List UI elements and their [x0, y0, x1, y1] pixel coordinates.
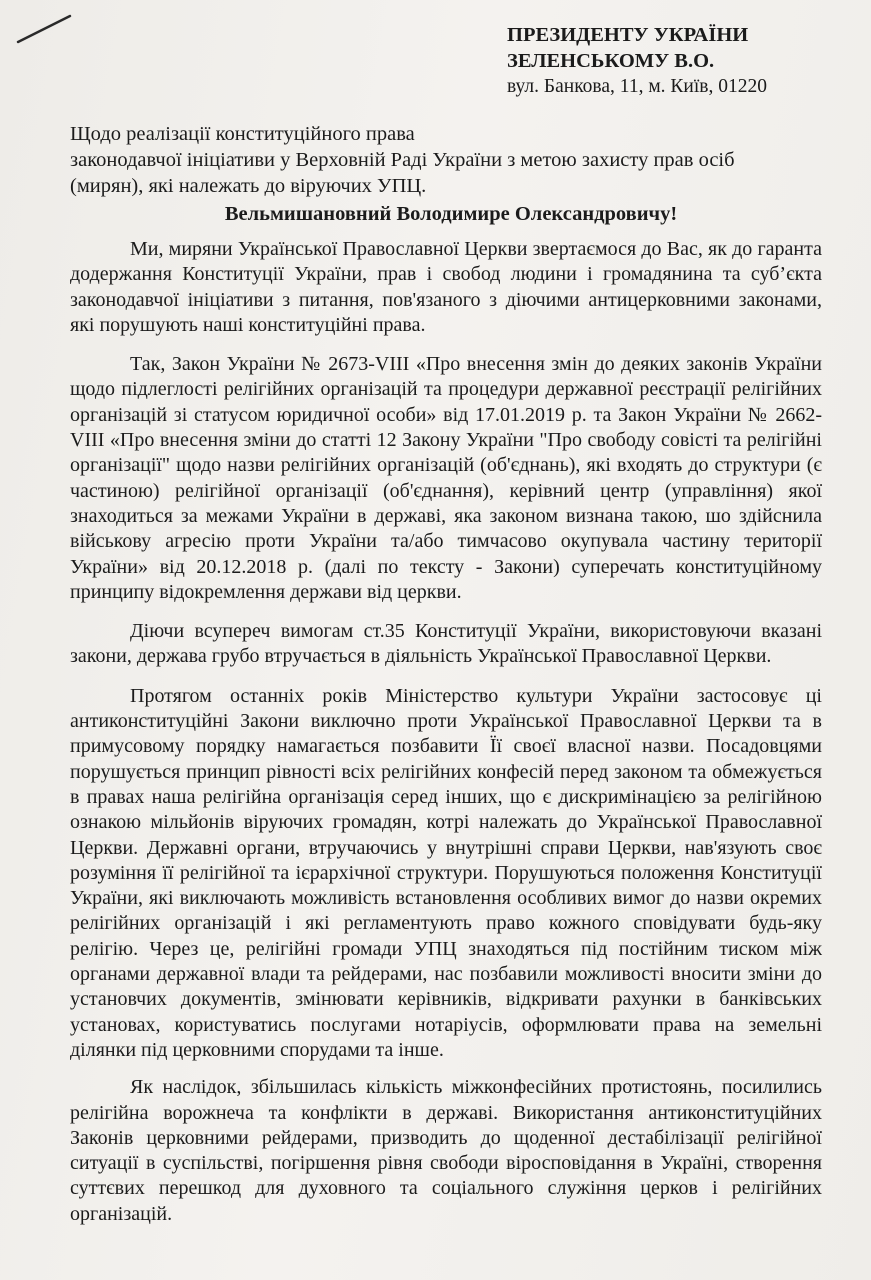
- addressee-block: [507, 22, 847, 100]
- paragraph-ministry: Протягом останніх років Міністерство культури України застосовує ці антиконституційні Закони виключно проти Української Православної Церкви та в примусовому порядку намагається позбавити Її своєї власної назви. Посадовцями порушується принцип рівності всіх релігійних конфесій перед законом та обмежується в правах наша релігійна організація серед інших, що є дискримінацією за релігійною ознакою мільйонів віруючих громадян, котрі належать до Української Православної Церкви. Державні органи, втручаючись у внутрішні справи Церкви, нав'язують своє розуміння її релігійної та ієрархічної структури. Порушуються положення Конституції України, які виключають можливість встановлення особливих вимог до назви окремих релігійних організацій і які регламентують право кожного сповідувати будь-яку релігію. Через це, релігійні громади УПЦ знаходяться під постійним тиском між органами державної влади та рейдерами, нас позбавили можливості вносити зміни до установчих документів, змінювати керівників, відкривати рахунки в банківських установах, користуватись послугами нотаріусів, оформлювати права на земельні ділянки під церковними спорудами та інше.: [70, 684, 822, 1061]
- paragraph-appeal: Ми, миряни Української Православної Церкви звертаємося до Вас, як до гаранта додержання Конституції України, прав і свобод людини і громадянина та суб’єкта законодавчої ініціативи з питання, пов'язаного з діючими антицерковними законами, які порушують наші конституційні права.: [70, 238, 822, 336]
- subject-block: [70, 121, 830, 199]
- salutation: Вельмишановний Володимире Олександровичу!: [224, 203, 678, 225]
- paragraph-article-35: Діючи всупереч вимогам ст.35 Конституції України, використовуючи вказані закони, держава грубо втручається в діяльність Української Православної Церкви.: [70, 620, 822, 668]
- paragraph-consequences: Як наслідок, збільшилась кількість міжконфесійних протистоянь, посилились релігійна ворожнеча та конфлікти в державі. Використання антиконституційних Законів церковними рейдерами, призводить до щоденної дестабілізації релігійної ситуації в суспільстві, погіршення рівня свободи віросповідання в Україні, створення суттєвих перешкод для духовного та соціального служіння церков і релігійних організацій.: [70, 1076, 822, 1225]
- addressee-title: ПРЕЗИДЕНТУ УКРАЇНИ: [507, 24, 749, 46]
- letter-body: [70, 237, 822, 1241]
- subject-line-1: Щодо реалізації конституційного права: [70, 123, 415, 145]
- subject-line-3: (мирян), які належать до віруючих УПЦ.: [70, 175, 427, 197]
- addressee-address: вул. Банкова, 11, м. Київ, 01220: [507, 76, 767, 97]
- paragraph-laws: Так, Закон України № 2673-VIII «Про внесення змін до деяких законів України щодо підлеглості релігійних організацій та процедури державної реєстрації релігійних організацій зі статусом юридичної особи» від 17.01.2019 р. та Закон України № 2662-VIII «Про внесення зміни до статті 12 Закону України "Про свободу совісті та релігійні організації" щодо назви релігійних організацій (об'єднань), які входять до структури (є частиною) релігійної організації (об'єднання), керівний центр (управління) якої знаходиться за межами України в державі, яка законом визнана такою, шо здійснила військову агресію проти України та/або тимчасово окупувала частину території України» від 20.12.2018 р. (далі по тексту - Закони) суперечать конституційному принципу відокремлення держави від церкви.: [70, 353, 822, 603]
- pen-stroke-mark: [14, 10, 74, 46]
- addressee-name: ЗЕЛЕНСЬКОМУ В.О.: [507, 50, 715, 72]
- subject-line-2: законодавчої ініціативи у Верховній Раді України з метою захисту прав осіб: [70, 149, 735, 171]
